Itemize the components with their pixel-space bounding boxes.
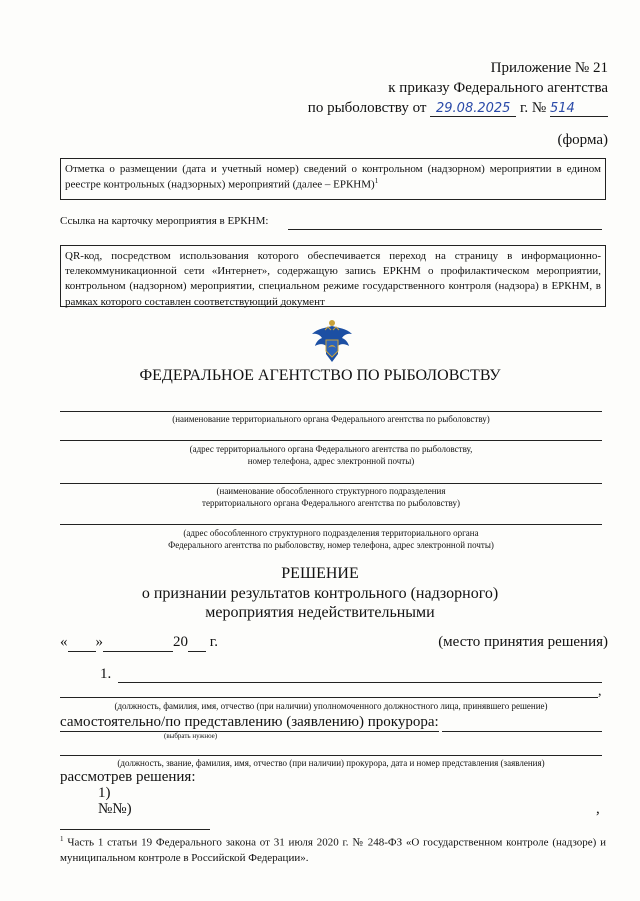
footnote-ref: 1 <box>374 177 379 186</box>
qr-code-box: QR-код, посредством использования которого обеспечивается переход на страницу в информационно-телекоммуникационной сети «Интернет», содержащую запись ЕРКНМ о профилактическом мероприятии, контрольном (надзорном) мероприятии, специальном режиме государственного контроля (надзора) в ЕРКНМ, в рамках которого составлен соответствующий документ <box>60 245 606 307</box>
footnote-marker: 1 <box>60 835 64 843</box>
footnote-text: Часть 1 статьи 19 Федерального закона от 31 июля 2020 г. № 248-ФЗ «О государственном контроле (надзоре) и муниципальном контроле в Российской Федерации». <box>60 836 607 865</box>
date-open-quote: « <box>60 634 68 650</box>
form-label: (форма) <box>557 132 608 148</box>
item-1-comma: , <box>598 684 602 699</box>
agency-title: ФЕДЕРАЛЬНОЕ АГЕНТСТВО ПО РЫБОЛОВСТВУ <box>139 367 501 384</box>
erknm-link-label: Ссылка на карточку мероприятия в ЕРКНМ: <box>60 215 269 227</box>
appendix-number: Приложение № 21 <box>490 60 608 76</box>
subdivision-address-caption <box>60 528 602 551</box>
subdivision-address-field[interactable] <box>60 524 602 525</box>
official-field-line-1[interactable] <box>118 682 602 683</box>
decision-title: РЕШЕНИЕ <box>281 565 359 582</box>
emblem-icon <box>308 318 356 366</box>
order-reference: к приказу Федерального агентства <box>388 80 608 96</box>
caption-line: территориального органа Федерального агентства по рыболовству) <box>202 497 460 508</box>
decision-date-line <box>60 634 218 652</box>
decision-subtitle-2: мероприятия недействительными <box>205 604 435 621</box>
subdivision-name-field[interactable] <box>60 483 602 484</box>
date-close-quote: » <box>95 634 103 650</box>
erknm-registration-text: Отметка о размещении (дата и учетный номер) сведений о контрольном (надзорном) мероприятии в едином реестре контрольных (надзорных) мероприятий (далее – ЕРКНМ) <box>65 163 601 191</box>
initiative-choice <box>60 714 439 732</box>
year-prefix: 20 <box>173 634 188 650</box>
reviewed-item-1: 1) <box>98 785 111 801</box>
caption-line: Федерального агентства по рыболовству, номер телефона, адрес электронной почты) <box>168 539 494 550</box>
reviewed-comma: , <box>596 801 600 817</box>
official-caption: (должность, фамилия, имя, отчество (при наличии) уполномоченного должностного лица, принявшего решение) <box>114 701 548 711</box>
year-suffix: г. <box>209 634 218 650</box>
place-of-decision: (место принятия решения) <box>438 634 608 650</box>
month-field[interactable] <box>103 634 173 652</box>
footnote-separator <box>60 829 210 830</box>
footnote <box>60 835 606 866</box>
erknm-link-field[interactable] <box>288 229 602 230</box>
order-date-handwritten: 29.08.2025 <box>430 101 516 117</box>
choose-hint: (выбрать нужное) <box>164 732 218 740</box>
initiative-choice-text: самостоятельно/по представлению (заявлению) прокурора: <box>60 714 439 730</box>
day-field[interactable] <box>68 634 96 652</box>
caption-line: (наименование обособленного структурного подразделения <box>216 486 446 496</box>
territorial-body-name-caption: (наименование территориального органа Федерального агентства по рыболовству) <box>172 414 490 424</box>
caption-line: (адрес обособленного структурного подразделения территориального органа <box>183 528 479 538</box>
prosecutor-caption: (должность, звание, фамилия, имя, отчество (при наличии) прокурора, дата и номер представления (заявления) <box>117 758 545 768</box>
reviewed-label: рассмотрев решения: <box>60 769 196 785</box>
order-date-prefix: по рыболовству от <box>307 100 427 116</box>
reviewed-item-numbers: №№) <box>98 801 132 817</box>
item-1-number: 1. <box>100 666 112 682</box>
prosecutor-field[interactable] <box>60 755 602 756</box>
erknm-registration-box <box>60 158 606 200</box>
subdivision-name-caption <box>60 486 602 509</box>
territorial-body-name-field[interactable] <box>60 411 602 412</box>
order-number-handwritten: 514 <box>550 101 608 117</box>
territorial-body-address-caption <box>60 444 602 467</box>
order-number-prefix: г. № <box>519 100 547 116</box>
initiative-choice-field[interactable] <box>442 731 602 732</box>
year-field[interactable] <box>188 634 206 652</box>
order-date-line <box>308 100 608 117</box>
caption-line: номер телефона, адрес электронной почты) <box>247 455 415 466</box>
official-field-line-2[interactable] <box>60 697 598 698</box>
decision-subtitle-1: о признании результатов контрольного (надзорного) <box>141 585 499 602</box>
territorial-body-address-field[interactable] <box>60 440 602 441</box>
caption-line: (адрес территориального органа Федерального агентства по рыболовству, <box>189 444 473 454</box>
